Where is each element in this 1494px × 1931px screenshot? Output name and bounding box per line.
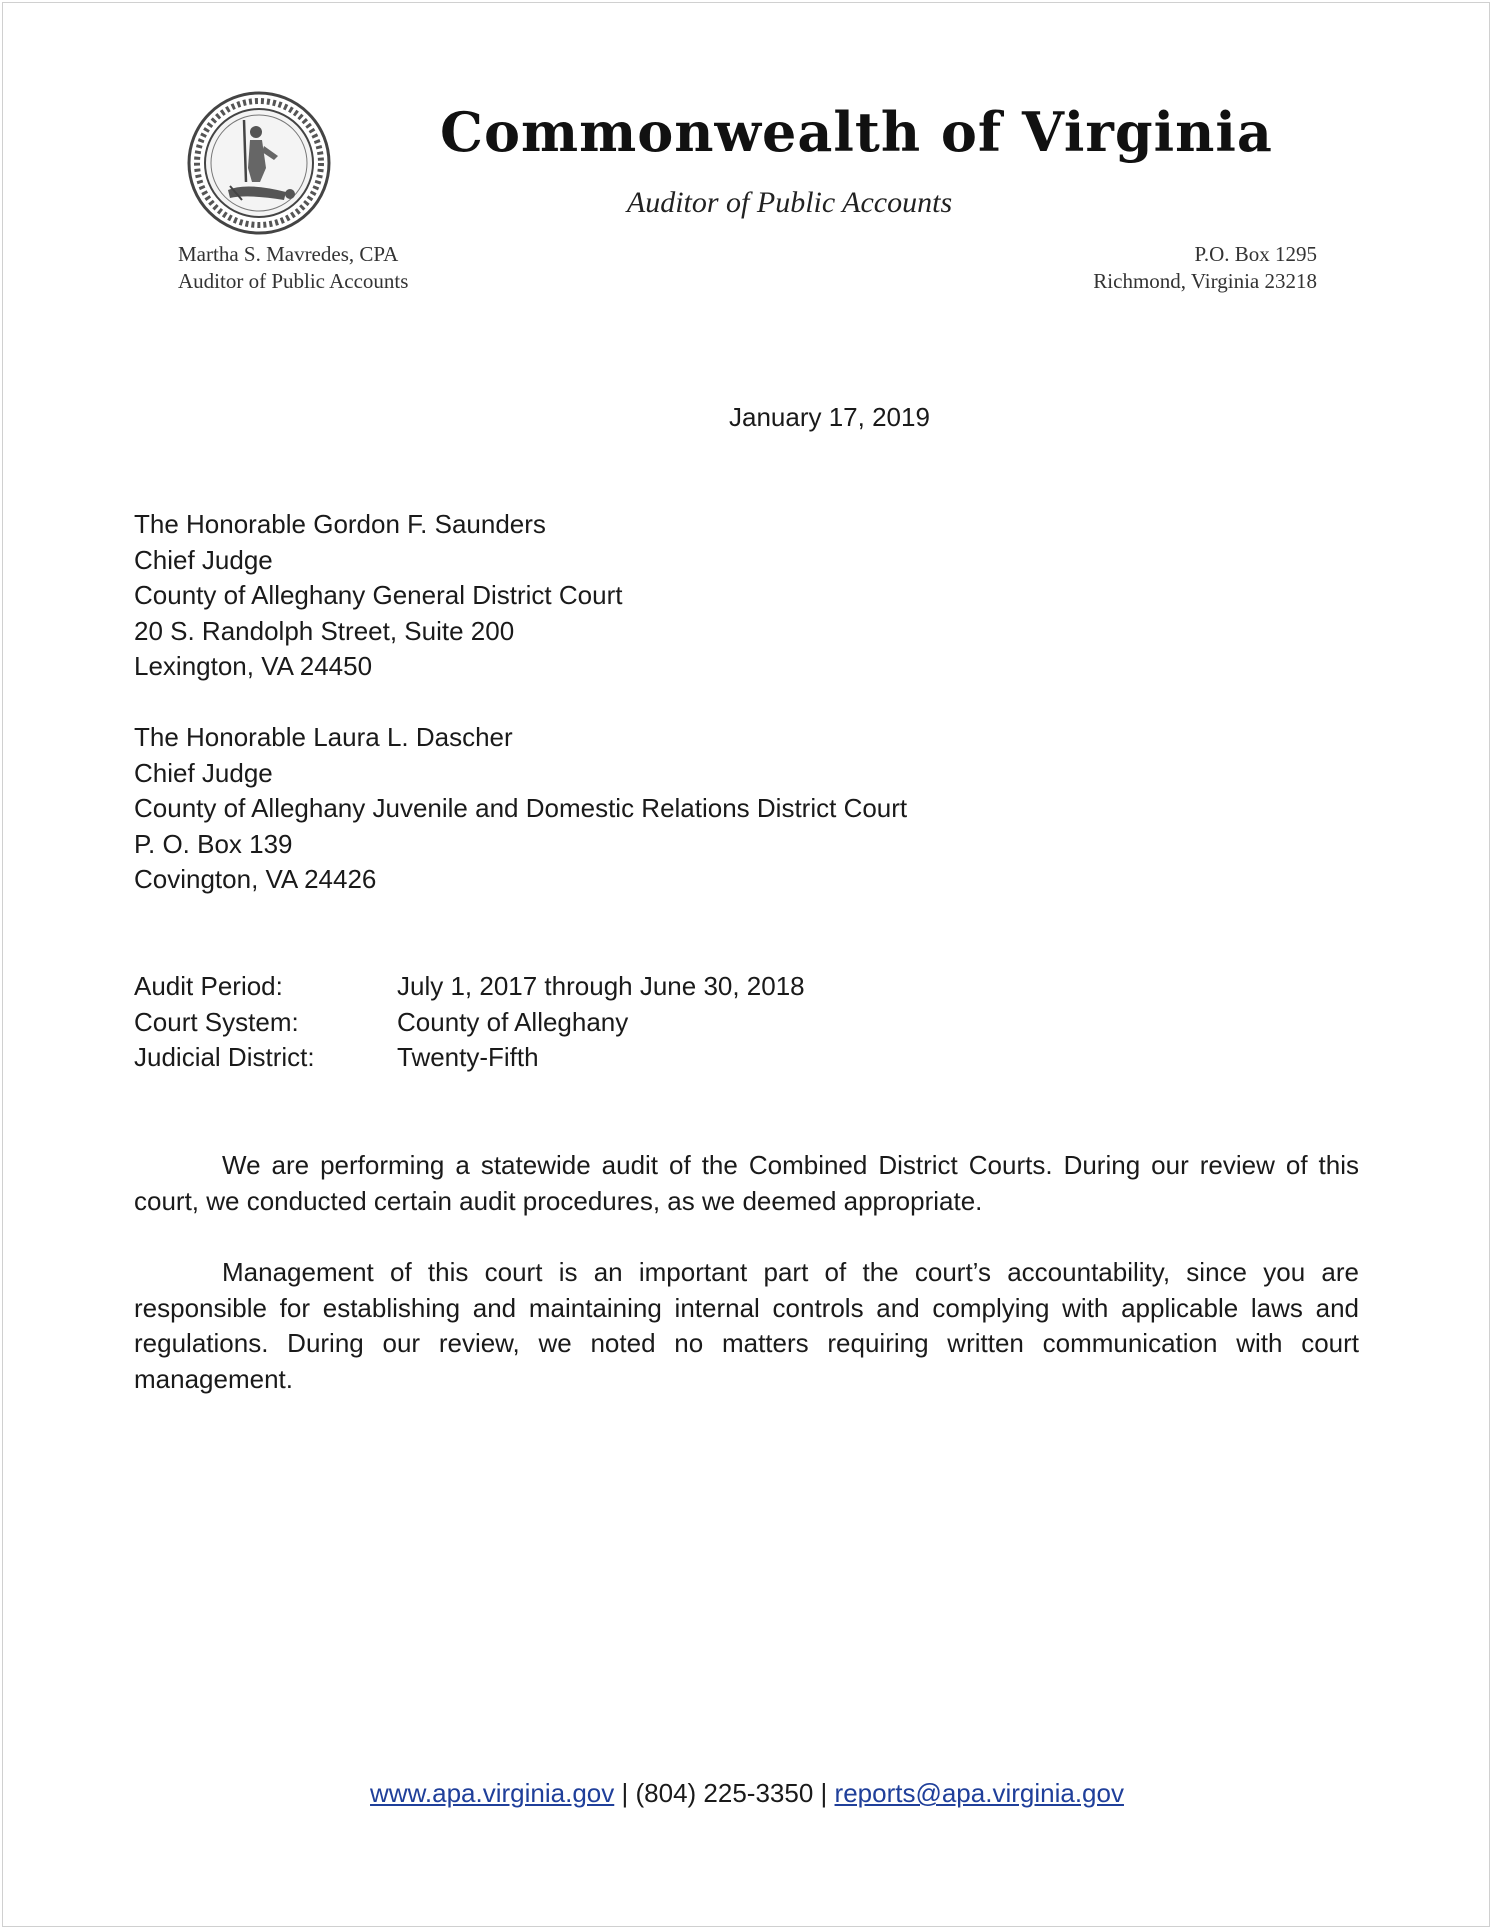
address-line: 20 S. Randolph Street, Suite 200: [134, 615, 515, 646]
audit-info-label: Audit Period:: [134, 971, 283, 1001]
audit-info-label: Judicial District:: [134, 1042, 315, 1073]
address-line: The Honorable Laura L. Dascher: [134, 722, 513, 752]
audit-info-value: July 1, 2017 through June 30, 2018: [397, 971, 805, 1001]
address-line: Lexington, VA 24450: [134, 651, 373, 682]
body-paragraph-1: We are performing a statewide audit of the Combined District Courts. During our review of this court, we conducted certain audit procedures, as we deemed appropriate.: [134, 1150, 1359, 1216]
address-line: Chief Judge: [134, 544, 273, 575]
city-state-zip: Richmond, Virginia 23218: [1093, 269, 1317, 293]
po-box: P.O. Box 1295: [1194, 242, 1317, 266]
footer-phone: (804) 225-3350: [635, 1778, 814, 1808]
address-line: Covington, VA 24426: [134, 864, 377, 895]
address-line: P. O. Box 139: [134, 828, 293, 859]
recipient-address-1: [134, 507, 622, 685]
body-paragraph-2: Management of this court is an important part of the court’s accountability, since you are responsible for establishing and maintaining internal controls and complying with applicable laws and regulations. During our review, we noted no matters requiring written communication with court management.: [134, 1257, 1359, 1394]
email-link[interactable]: reports@apa.virginia.gov: [834, 1778, 1124, 1808]
audit-info-block: [134, 969, 805, 1076]
website-link[interactable]: www.apa.virginia.gov: [370, 1778, 615, 1808]
address-line: The Honorable Gordon F. Saunders: [134, 509, 546, 539]
letterhead-title: Commonwealth of Virginia: [440, 100, 1273, 164]
footer-separator: |: [820, 1778, 828, 1808]
address-line: County of Alleghany Juvenile and Domestic Relations District Court: [134, 793, 908, 824]
audit-info-label: Court System:: [134, 1006, 299, 1037]
auditor-title: Auditor of Public Accounts: [178, 269, 409, 293]
audit-info-row: [134, 969, 805, 1005]
address-line: Chief Judge: [134, 757, 273, 788]
audit-info-row: [134, 1040, 805, 1076]
letterhead-auditor-block: [178, 241, 408, 295]
audit-info-row: [134, 1005, 805, 1041]
address-line: County of Alleghany General District Court: [134, 580, 623, 611]
letterhead-subtitle: Auditor of Public Accounts: [626, 186, 953, 219]
audit-info-value: Twenty-Fifth: [397, 1042, 539, 1073]
footer-contact: [0, 1776, 1494, 1812]
auditor-name: Martha S. Mavredes, CPA: [178, 242, 399, 266]
letterhead-address-block: [1093, 241, 1317, 295]
letter-date: January 17, 2019: [729, 402, 930, 432]
footer-separator: |: [621, 1778, 629, 1808]
audit-info-value: County of Alleghany: [397, 1006, 629, 1037]
recipient-address-2: [134, 720, 907, 898]
